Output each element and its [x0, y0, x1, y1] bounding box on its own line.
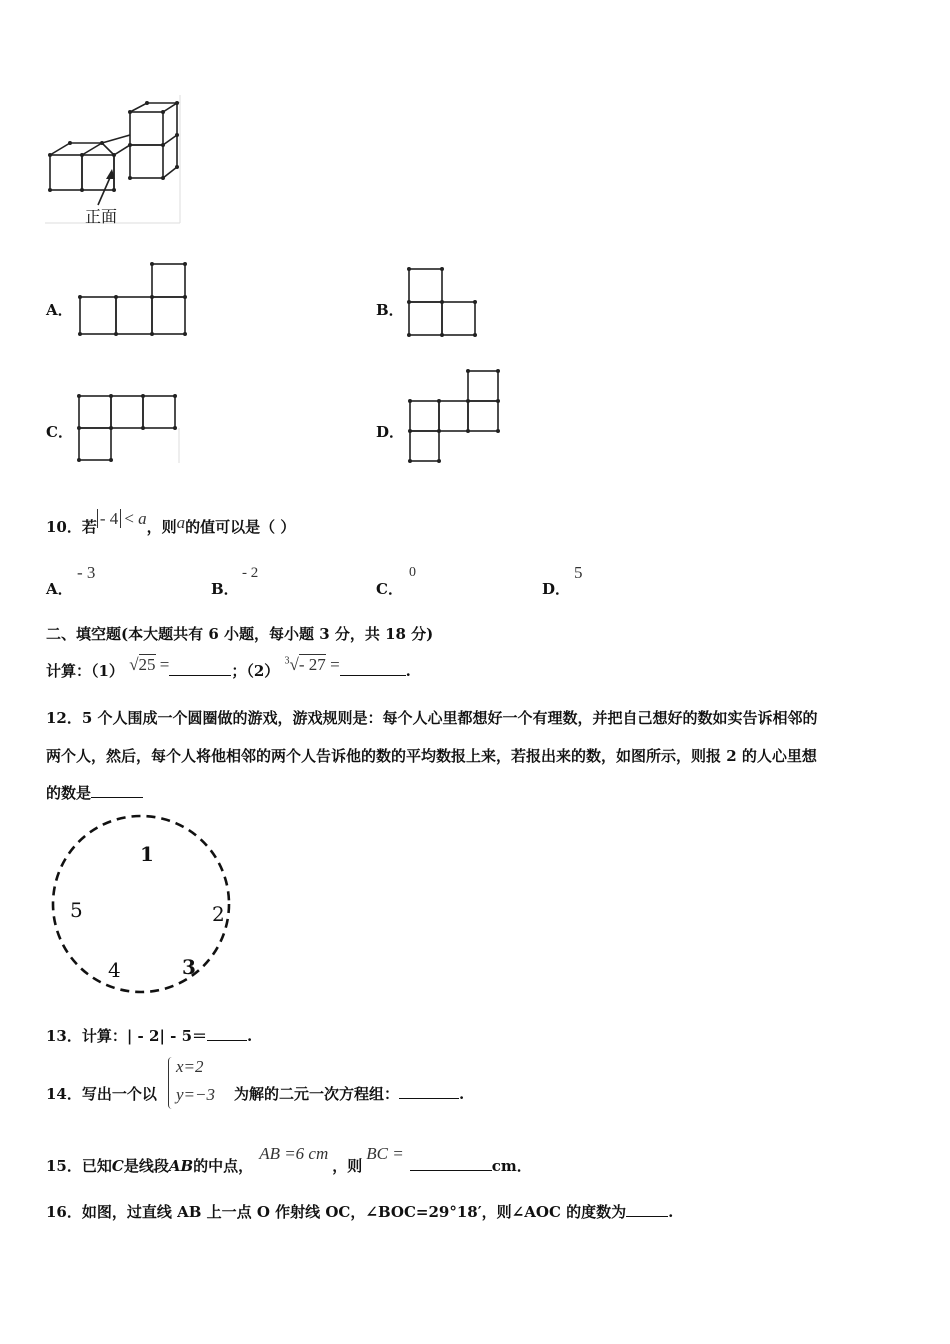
q11-radicand-1: 25	[138, 655, 156, 674]
q15-mid3: ，则	[332, 1157, 363, 1175]
circle-number-3: 3	[182, 955, 196, 979]
q10-lt-sign: <	[124, 509, 139, 528]
q11-root-index: 3	[284, 655, 290, 667]
option-b-label[interactable]: B．	[376, 301, 404, 319]
q16-blank[interactable]	[626, 1202, 668, 1217]
q10-abs-value: - 4	[97, 509, 120, 528]
question-13	[46, 1025, 252, 1046]
q11-eq-1: =	[159, 655, 170, 674]
q11-sqrt-sign: √25 =	[129, 655, 170, 674]
q12-line-3	[46, 782, 143, 803]
q10-option-b-value[interactable]: - 2	[242, 565, 259, 581]
question-11	[46, 655, 411, 681]
q10-option-c-value[interactable]: 0	[409, 565, 416, 580]
q10-option-c-label[interactable]: C．	[376, 580, 403, 598]
q15-given: AB =6 cm	[259, 1144, 329, 1163]
q11-cbrt-sign: $^3$√- 27 =	[284, 655, 340, 674]
q10-number: 10．	[46, 518, 82, 536]
q15-mid2: 的中点，	[193, 1157, 254, 1175]
q11-end: .	[405, 662, 411, 680]
q14-eq-1: x=2	[176, 1057, 204, 1076]
q11-sep: ；（2）	[231, 662, 280, 680]
q15-ab: AB	[168, 1157, 194, 1175]
option-d-label[interactable]: D．	[376, 423, 405, 441]
q15-c: C	[111, 1157, 124, 1175]
q10-option-d-value[interactable]: 5	[574, 563, 583, 582]
q15-bc: BC =	[366, 1144, 404, 1163]
q11-text: 计算：（1）	[46, 662, 124, 680]
circle-number-1: 1	[140, 842, 154, 866]
q14-blank[interactable]	[399, 1084, 459, 1099]
question-16	[46, 1201, 673, 1222]
q10-var-a: a	[176, 513, 186, 532]
q10-option-a-value[interactable]: - 3	[77, 563, 96, 582]
q13-text: 13．计算：| - 2| - 5＝	[46, 1027, 208, 1045]
q14-post-wrap	[234, 1083, 464, 1104]
question-15	[46, 1144, 532, 1176]
q12-line-1: 12．5 个人围成一个圆圈做的游戏，游戏规则是：每个人心里都想好一个有理数，并把自己想好的数如实告诉相邻的	[46, 709, 818, 727]
question-10	[46, 509, 296, 537]
section-2-title: 二、填空题(本大题共有 6 小题，每小题 3 分，共 18 分)	[46, 625, 434, 643]
circle-number-4: 4	[108, 958, 121, 982]
circle-number-2: 2	[212, 902, 225, 926]
q14-eq-2: y=−3	[176, 1085, 215, 1104]
q14-post: 为解的二元一次方程组：	[234, 1085, 400, 1103]
q13-end: .	[247, 1027, 253, 1045]
option-a-label[interactable]: A．	[46, 301, 73, 319]
q14-brace	[168, 1057, 172, 1109]
q12-blank[interactable]	[91, 783, 143, 798]
q15-blank[interactable]	[410, 1156, 492, 1171]
option-a-figure[interactable]	[75, 262, 190, 340]
q10-post: 的值可以是（ ）	[185, 518, 296, 536]
q10-mid: ，则	[146, 518, 177, 536]
q15-end: cm．	[491, 1157, 532, 1175]
q10-option-d-label[interactable]: D．	[542, 580, 571, 598]
q15-mid1: 是线段	[123, 1157, 169, 1175]
q12-line-3-text: 的数是	[46, 784, 92, 802]
q10-pre: 若	[81, 518, 97, 536]
q10-cond-a: a	[138, 509, 147, 528]
q12-line-2: 两个人，然后，每个人将他相邻的两个人告诉他的数的平均数报上来，若报出来的数，如图所示，则报 2 的人心里想	[46, 747, 817, 765]
q10-option-b-label[interactable]: B．	[211, 580, 239, 598]
option-d-figure[interactable]	[405, 368, 505, 466]
q15-pre: 15．已知	[46, 1157, 112, 1175]
q16-end: .	[668, 1203, 674, 1221]
circle-number-5: 5	[70, 898, 83, 922]
option-c-figure[interactable]	[74, 393, 184, 465]
option-b-figure[interactable]	[404, 266, 482, 340]
q11-eq-2: =	[330, 655, 340, 674]
q14-pre: 14．写出一个以	[46, 1085, 157, 1103]
q11-radicand-2: - 27	[298, 655, 326, 674]
front-caption: 正面	[85, 207, 118, 226]
q14-end: .	[459, 1085, 465, 1103]
q13-blank[interactable]	[207, 1026, 247, 1041]
q16-text: 16．如图，过直线 AB 上一点 O 作射线 OC，∠BOC=29°18′，则∠AOC 的度数为	[46, 1203, 627, 1221]
option-c-label[interactable]: C．	[46, 423, 73, 441]
q10-option-a-label[interactable]: A．	[46, 580, 73, 598]
q11-blank-2[interactable]	[340, 661, 406, 676]
q11-blank-1[interactable]	[169, 661, 231, 676]
